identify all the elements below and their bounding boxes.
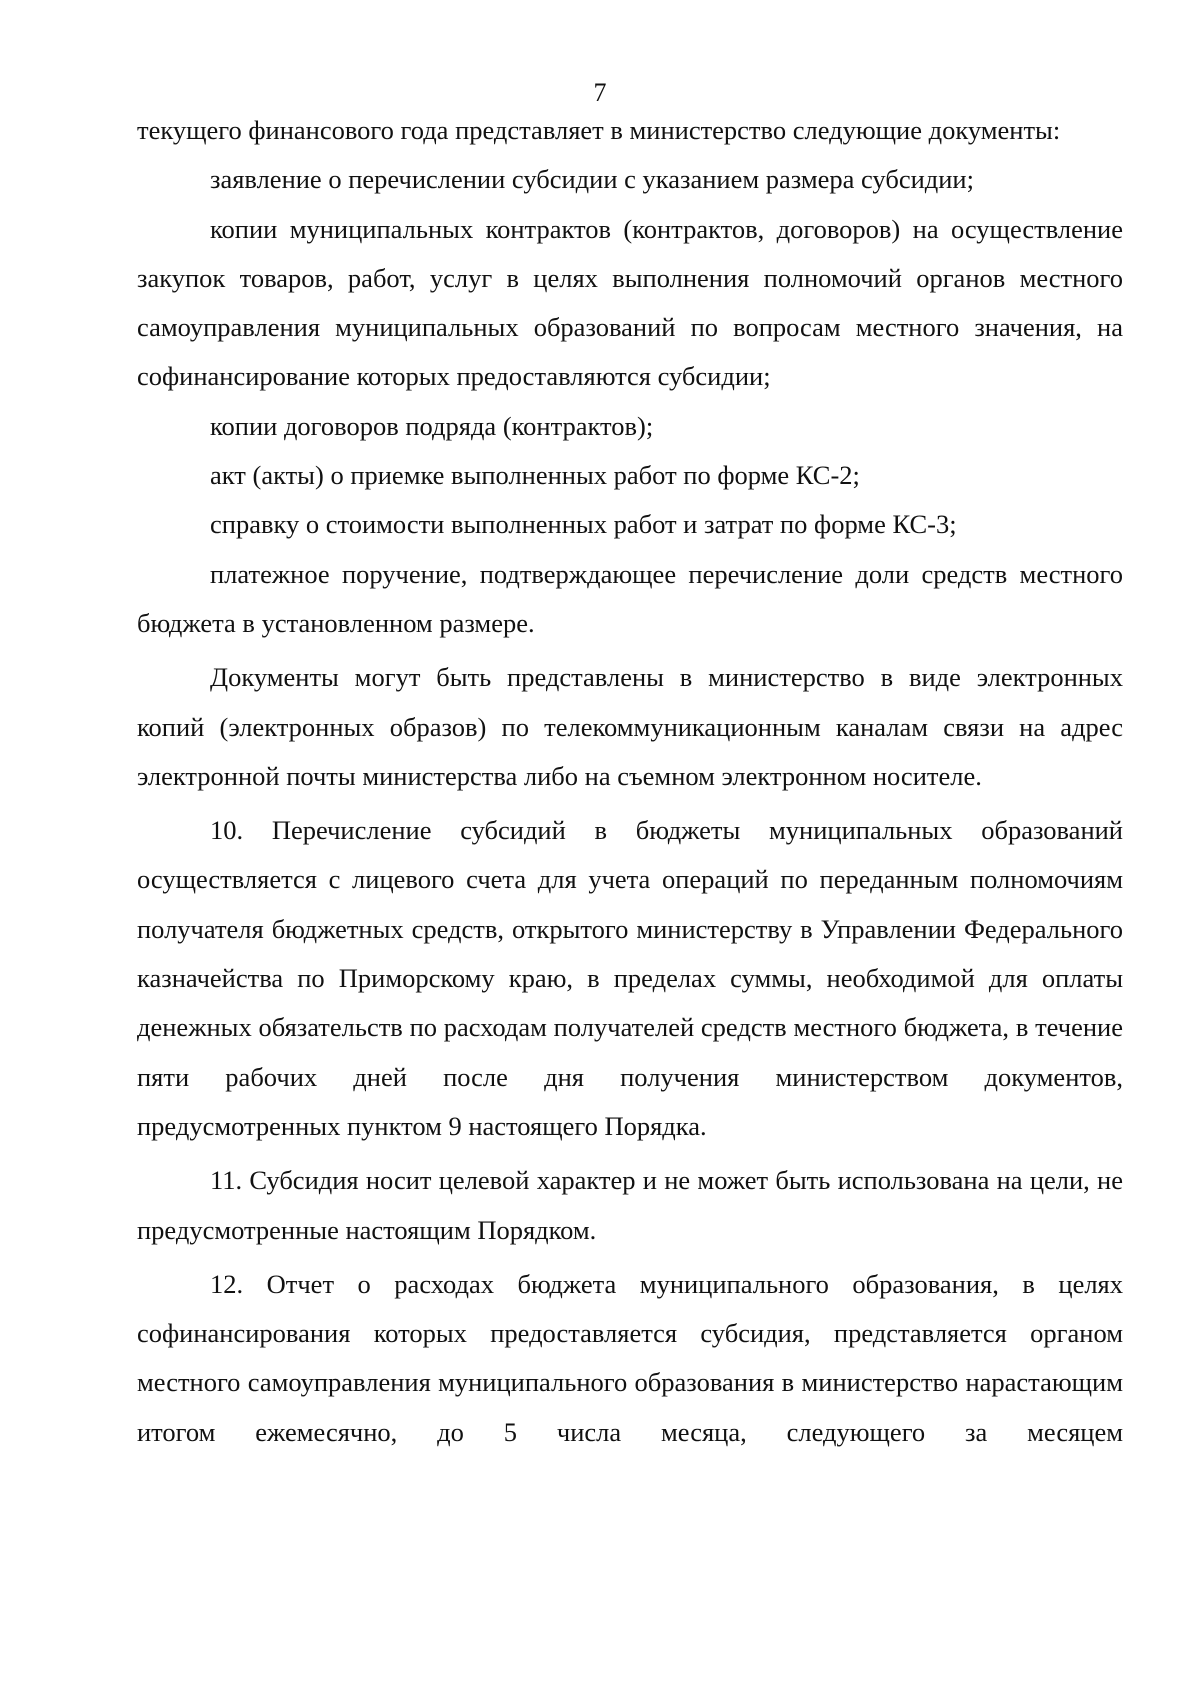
- paragraph-item-10: 10. Перечисление субсидий в бюджеты муниципальных образований осуществляется с лицевого счета для учета операций по переданным полномочиям получателя бюджетных средств, открытого министерству в Управлении Федерального казначейства по Приморскому краю, в пределах суммы, необходимой для оплаты денежных обязательств по расходам получателей средств местного бюджета, в течение пяти рабочих дней после дня получения министерством документов, предусмотренных пунктом 9 настоящего Порядка.: [137, 815, 1123, 1141]
- list-item-payment-order: платежное поручение, подтверждающее перечисление доли средств местного бюджета в установленном размере.: [137, 558, 1123, 638]
- list-item-contract-copies: копии муниципальных контрактов (контрактов, договоров) на осуществление закупок товаров, работ, услуг в целях выполнения полномочий органов местного самоуправления муниципальных образований по вопросам местного значения, на софинансирование которых предоставляются субсидии;: [137, 213, 1123, 392]
- paragraph-item-12: 12. Отчет о расходах бюджета муниципального образования, в целях софинансирования которых предоставляется субсидия, представляется органом местного самоуправления муниципального образования в министерство нарастающим итогом ежемесячно, до 5 числа месяца, следующего за месяцем: [137, 1268, 1123, 1447]
- paragraph-electronic-documents: Документы могут быть представлены в министерство в виде электронных копий (электронных образов) по телекоммуникационным каналам связи на адрес электронной почты министерства либо на съемном электронном носителе.: [137, 662, 1123, 791]
- paragraph-item-11: 11. Субсидия носит целевой характер и не может быть использована на цели, не предусмотренные настоящим Порядком.: [137, 1165, 1123, 1245]
- page-number: 7: [593, 78, 607, 107]
- list-item-application: заявление о перечислении субсидии с указанием размера субсидии;: [210, 164, 974, 195]
- list-item-ks3-certificate: справку о стоимости выполненных работ и затрат по форме КС-3;: [210, 509, 957, 540]
- list-item-ks2-act: акт (акты) о приемке выполненных работ по форме КС-2;: [210, 460, 860, 491]
- document-body: [137, 106, 1123, 1457]
- paragraph-documents-intro: текущего финансового года представляет в министерство следующие документы:: [137, 115, 1061, 145]
- list-item-subcontract-copies: копии договоров подряда (контрактов);: [210, 410, 654, 441]
